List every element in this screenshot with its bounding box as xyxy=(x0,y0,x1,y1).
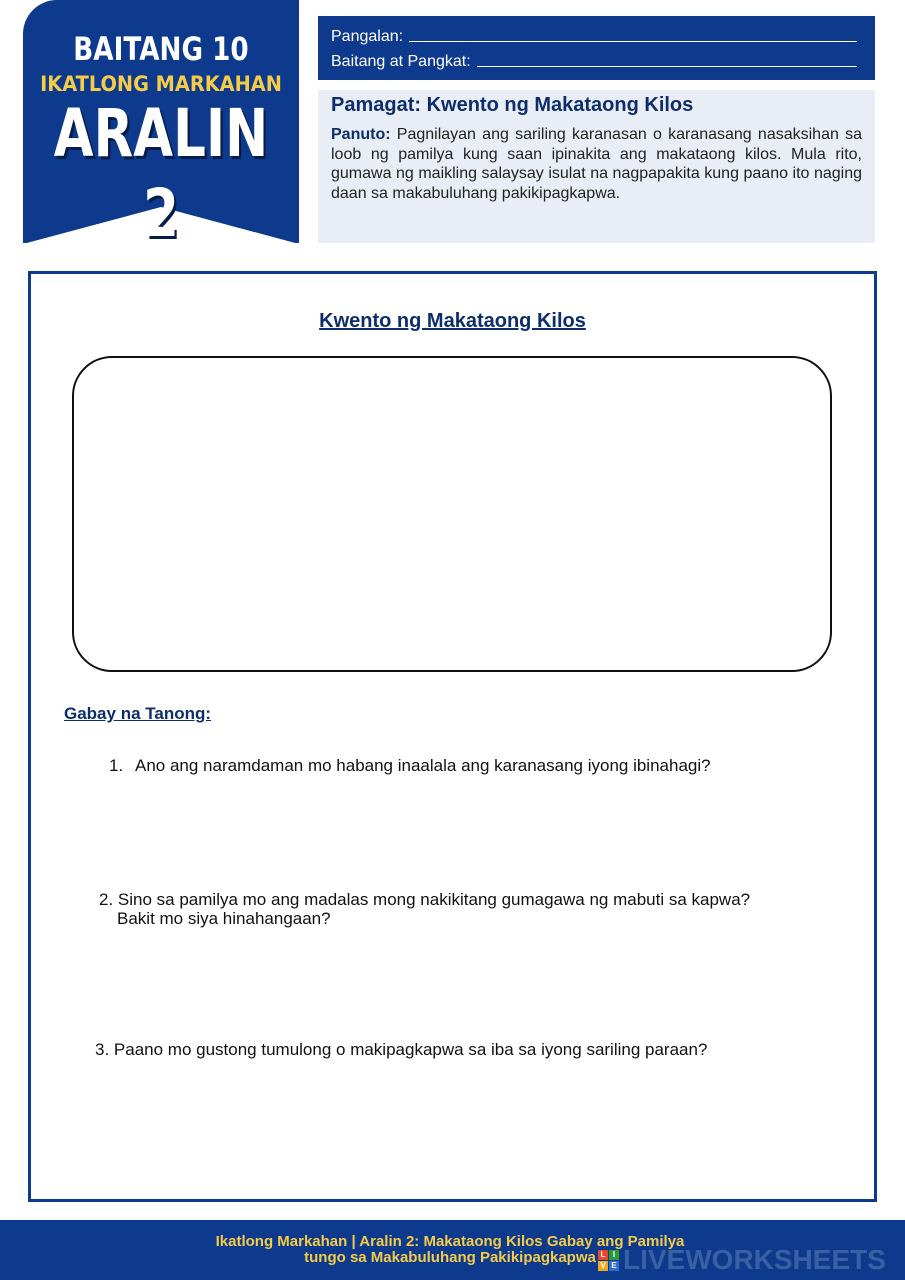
instructions-label: Panuto: xyxy=(331,126,391,143)
question-1-text: Ano ang naramdaman mo habang inaalala ang karanasang iyong ibinahagi? xyxy=(135,756,711,775)
guide-questions-title: Gabay na Tanong: xyxy=(64,704,212,723)
logo-letter-e: E xyxy=(609,1261,619,1271)
liveworksheets-logo xyxy=(598,1244,886,1276)
question-2 xyxy=(99,890,799,928)
name-field[interactable] xyxy=(331,24,857,46)
question-3-text: Paano mo gustong tumulong o makipagkapwa sa iba sa iyong sariling paraan? xyxy=(113,1040,708,1059)
question-3 xyxy=(95,1040,707,1059)
question-2-text-continued: Bakit mo siya hinahangaan? xyxy=(117,909,331,928)
student-info-box xyxy=(318,16,875,80)
instructions-box xyxy=(318,90,875,243)
question-2-text: Sino sa pamilya mo ang madalas mong nakikitang gumagawa ng mabuti sa kapwa? xyxy=(117,890,751,909)
activity-title: Pamagat: Kwento ng Makataong Kilos xyxy=(331,94,694,116)
quarter-label: IKATLONG MARKAHAN xyxy=(40,72,282,96)
logo-letter-i: I xyxy=(609,1250,619,1260)
section-title: Kwento ng Makataong Kilos xyxy=(319,310,586,332)
grade-label: BAITANG 10 xyxy=(73,30,249,68)
logo-wordmark: LIVEWORKSHEETS xyxy=(623,1244,886,1275)
question-2-number: 2. xyxy=(99,890,114,909)
section-line[interactable] xyxy=(477,66,857,67)
lesson-number: ARALIN 2 xyxy=(53,95,269,252)
logo-letter-v: V xyxy=(598,1261,608,1271)
footer-line-2: tungo sa Makabuluhang Pakikipagkapwa xyxy=(304,1249,596,1266)
question-1-number: 1. xyxy=(109,756,124,775)
instructions-body: Pagnilayan ang sariling karanasan o karanasang nasaksihan sa loob ng pamilya kung saan ipinakita ang makataong kilos. Mula rito, gumawa ng maikling salaysay isulat na nagpapakita kung paano ito naging daan sa makabuluhang pakikipagkapwa. xyxy=(331,126,862,202)
logo-icon xyxy=(598,1250,619,1271)
section-label: Baitang at Pangkat: xyxy=(331,53,471,70)
section-field[interactable] xyxy=(331,49,857,71)
question-3-number: 3. xyxy=(95,1040,110,1059)
name-label: Pangalan: xyxy=(331,28,404,45)
story-answer-box[interactable] xyxy=(72,356,832,672)
question-1 xyxy=(109,756,711,775)
instructions-text xyxy=(331,125,862,203)
footer-line-1: Ikatlong Markahan | Aralin 2: Makataong Kilos Gabay ang Pamilya xyxy=(215,1233,685,1250)
logo-letter-l: L xyxy=(598,1250,608,1260)
name-line[interactable] xyxy=(409,41,857,42)
